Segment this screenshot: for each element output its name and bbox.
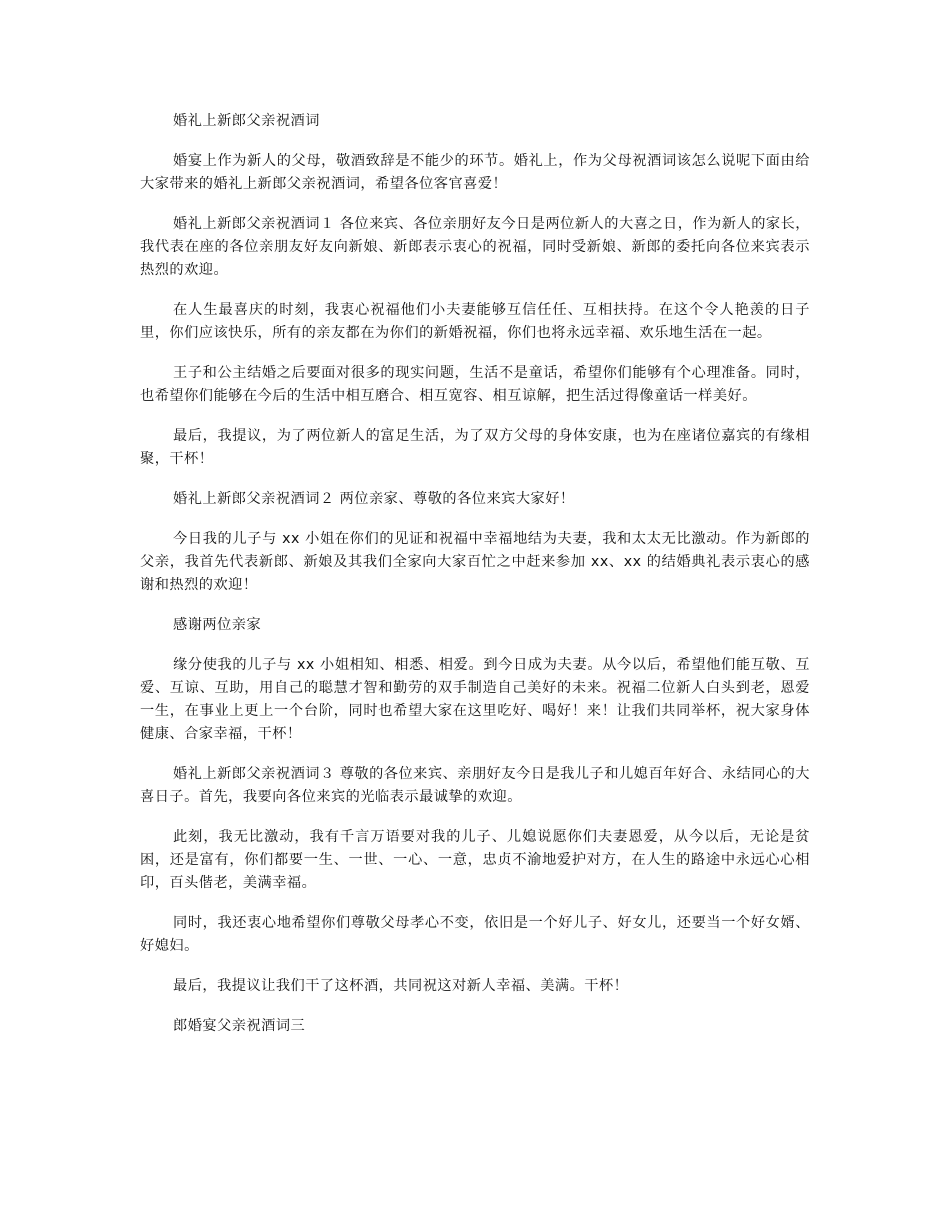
section-heading-speech-3: 郎婚宴父亲祝酒词三 (173, 1018, 306, 1034)
paragraph-intro: 婚宴上作为新人的父母，敬酒致辞是不能少的环节。婚礼上，作为父母祝酒词该怎么说呢下面由给大家带来的婚礼上新郎父亲祝酒词，希望各位客官喜爱！ (140, 153, 810, 192)
paragraph-speech-3-wishes: 此刻，我无比激动，我有千言万语要对我的儿子、儿媳说愿你们夫妻恩爱，从今以后，无论是贫困，还是富有，你们都要一生、一世、一心、一意，忠贞不渝地爱护对方，在人生的路途中永远心心相印，百头偕老，美满幸福。 (140, 829, 810, 891)
paragraph-speech-2-thanks: 今日我的儿子与 xx 小姐在你们的见证和祝福中幸福地结为夫妻，我和太太无比激动。作为新郎的父亲，我首先代表新郎、新娘及其我们全家向大家百忙之中赶来参加 xx、xx 的结婚典礼表示衷心的感谢和热烈的欢迎！ (140, 531, 810, 593)
paragraph-speech-1-blessing: 在人生最喜庆的时刻，我衷心祝福他们小夫妻能够互信任任、互相扶持。在这个令人艳羡的日子里，你们应该快乐，所有的亲友都在为你们的新婚祝福，你们也将永远幸福、欢乐地生活在一起。 (140, 302, 810, 341)
paragraph-speech-3-toast: 最后，我提议让我们干了这杯酒，共同祝这对新人幸福、美满。干杯！ (173, 978, 629, 994)
paragraph-speech-2-in-laws: 感谢两位亲家 (173, 617, 262, 633)
paragraph-speech-2-opening: 婚礼上新郎父亲祝酒词２ 两位亲家、尊敬的各位来宾大家好！ (173, 491, 575, 507)
paragraph-speech-3-filial: 同时，我还衷心地希望你们尊敬父母孝心不变，依旧是一个好儿子、好女儿，还要当一个好女婿、好媳妇。 (140, 915, 810, 954)
paragraph-speech-1-advice: 王子和公主结婚之后要面对很多的现实问题，生活不是童话，希望你们能够有个心理准备。同时，也希望你们能够在今后的生活中相互磨合、相互宽容、相互谅解，把生活过得像童话一样美好。 (140, 365, 810, 404)
paragraph-speech-1-opening: 婚礼上新郎父亲祝酒词１ 各位来宾、各位亲朋好友今日是两位新人的大喜之日，作为新人的家长，我代表在座的各位亲朋友好友向新娘、新郎表示衷心的祝福，同时受新娘、新郎的委托向各位来宾表示热烈的欢迎。 (140, 216, 810, 278)
paragraph-speech-3-opening: 婚礼上新郎父亲祝酒词３ 尊敬的各位来宾、亲朋好友今日是我儿子和儿媳百年好合、永结同心的大喜日子。首先，我要向各位来宾的光临表示最诚挚的欢迎。 (140, 766, 810, 805)
document-title: 婚礼上新郎父亲祝酒词 (173, 113, 320, 129)
paragraph-speech-2-toast: 缘分使我的儿子与 xx 小姐相知、相悉、相爱。到今日成为夫妻。从今以后，希望他们能互敬、互爱、互谅、互助，用自己的聪慧才智和勤劳的双手制造自己美好的未来。祝福二位新人白头到老，恩爱一生，在事业上更上一个台阶，同时也希望大家在这里吃好、喝好！来！让我们共同举杯，祝大家身体健康、合家幸福，干杯！ (140, 657, 810, 742)
document-body (140, 110, 810, 1055)
paragraph-speech-1-toast: 最后，我提议，为了两位新人的富足生活，为了双方父母的身体安康，也为在座诸位嘉宾的有缘相聚，干杯！ (140, 428, 810, 467)
